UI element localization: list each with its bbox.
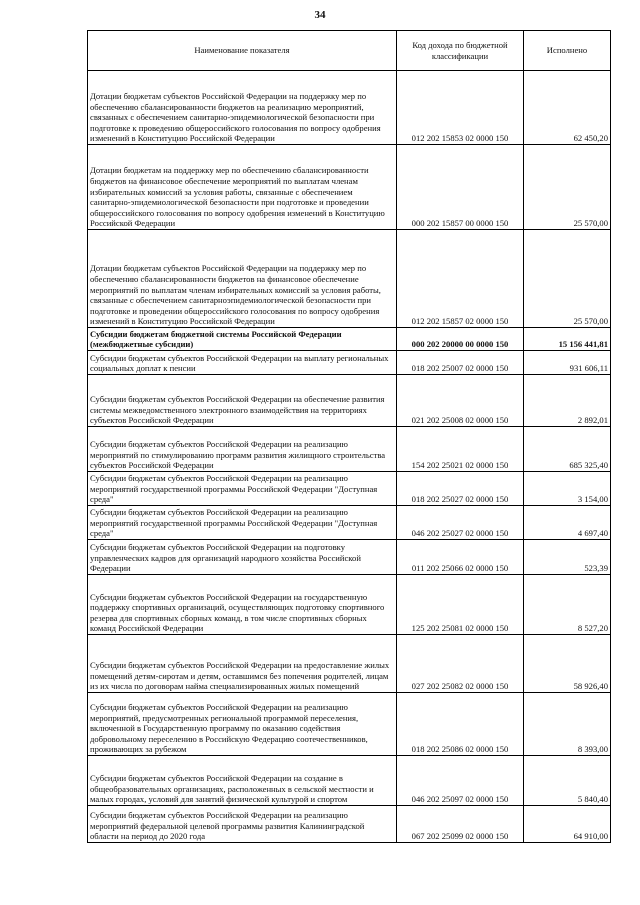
row-name: Субсидии бюджетам бюджетной системы Российской Федерации (межбюджетные субсидии) <box>88 328 397 351</box>
table-row <box>88 375 611 427</box>
table-row <box>88 472 611 506</box>
row-name: Субсидии бюджетам субъектов Российской Федерации на выплату региональных социальных доплат к пенсии <box>88 351 397 375</box>
row-value: 931 606,11 <box>524 351 611 375</box>
table-row <box>88 540 611 575</box>
row-value: 685 325,40 <box>524 427 611 472</box>
row-code: 012 202 15857 02 0000 150 <box>397 230 524 328</box>
row-code: 125 202 25081 02 0000 150 <box>397 575 524 635</box>
row-value: 4 697,40 <box>524 506 611 540</box>
row-code: 000 202 20000 00 0000 150 <box>397 328 524 351</box>
row-value: 8 393,00 <box>524 693 611 756</box>
row-value: 5 840,40 <box>524 756 611 806</box>
row-code: 046 202 25097 02 0000 150 <box>397 756 524 806</box>
row-value: 62 450,20 <box>524 71 611 145</box>
row-name: Субсидии бюджетам субъектов Российской Федерации на государственную поддержку спортивных организаций, осуществляющих подготовку спортивного резерва для спортивных сборных команд, в том числе спортивных сборных команд Российской Федерации <box>88 575 397 635</box>
row-name: Субсидии бюджетам субъектов Российской Федерации на реализацию мероприятий по стимулированию программ развития жилищного строительства субъектов Российской Федерации <box>88 427 397 472</box>
table-row <box>88 635 611 693</box>
table-row <box>88 230 611 328</box>
row-name: Субсидии бюджетам субъектов Российской Федерации на создание в общеобразовательных организациях, расположенных в сельской местности и малых городах, условий для занятий физической культурой и спортом <box>88 756 397 806</box>
row-code: 011 202 25066 02 0000 150 <box>397 540 524 575</box>
table-header-row <box>88 31 611 71</box>
header-code: Код дохода по бюджетной классификации <box>397 31 524 71</box>
table-row <box>88 756 611 806</box>
revenue-table <box>87 30 611 843</box>
row-value: 523,39 <box>524 540 611 575</box>
row-value: 25 570,00 <box>524 230 611 328</box>
row-code: 021 202 25008 02 0000 150 <box>397 375 524 427</box>
row-name: Субсидии бюджетам субъектов Российской Федерации на реализацию мероприятий государственной программы Российской Федерации "Доступная среда" <box>88 506 397 540</box>
table-row-total <box>88 328 611 351</box>
row-value: 8 527,20 <box>524 575 611 635</box>
table-row <box>88 427 611 472</box>
header-name: Наименование показателя <box>88 31 397 71</box>
table-row <box>88 806 611 843</box>
row-code: 000 202 15857 00 0000 150 <box>397 145 524 230</box>
row-value: 64 910,00 <box>524 806 611 843</box>
row-value: 3 154,00 <box>524 472 611 506</box>
row-name: Субсидии бюджетам субъектов Российской Федерации на обеспечение развития системы межведомственного электронного взаимодействия на территориях субъектов Российской Федерации <box>88 375 397 427</box>
table-row <box>88 575 611 635</box>
row-code: 012 202 15853 02 0000 150 <box>397 71 524 145</box>
row-name: Субсидии бюджетам субъектов Российской Федерации на реализацию мероприятий государственной программы Российской Федерации "Доступная среда" <box>88 472 397 506</box>
row-name: Субсидии бюджетам субъектов Российской Федерации на реализацию мероприятий, предусмотренных региональной программой переселения, включенной в Государственную программу по оказанию содействия добровольному переселению в Российскую Федерацию соотечественников, проживающих за рубежом <box>88 693 397 756</box>
row-code: 154 202 25021 02 0000 150 <box>397 427 524 472</box>
row-name: Дотации бюджетам на поддержку мер по обеспечению сбалансированности бюджетов на финансовое обеспечение мероприятий по выплатам членам избирательных комиссий за условия работы, связанные с обеспечением санитарно-эпидемиологической безопасности при подготовке и проведении общероссийского голосования по вопросу одобрения изменений в Конституцию Российской Федерации <box>88 145 397 230</box>
row-code: 018 202 25086 02 0000 150 <box>397 693 524 756</box>
row-name: Субсидии бюджетам субъектов Российской Федерации на подготовку управленческих кадров для организаций народного хозяйства Российской Федерации <box>88 540 397 575</box>
row-code: 046 202 25027 02 0000 150 <box>397 506 524 540</box>
table-row <box>88 145 611 230</box>
row-value: 2 892,01 <box>524 375 611 427</box>
row-code: 018 202 25007 02 0000 150 <box>397 351 524 375</box>
row-name: Дотации бюджетам субъектов Российской Федерации на поддержку мер по обеспечению сбалансированности бюджетов на реализацию мероприятий, связанных с обеспечением санитарно-эпидемиологической безопасности при подготовке к проведению общероссийского голосования по вопросу одобрения изменений в Конституцию Российской Федерации <box>88 71 397 145</box>
row-value: 25 570,00 <box>524 145 611 230</box>
row-value: 58 926,40 <box>524 635 611 693</box>
page-number: 34 <box>314 9 326 21</box>
row-code: 018 202 25027 02 0000 150 <box>397 472 524 506</box>
table-row <box>88 506 611 540</box>
row-value: 15 156 441,81 <box>524 328 611 351</box>
table-row <box>88 71 611 145</box>
row-code: 027 202 25082 02 0000 150 <box>397 635 524 693</box>
table-row <box>88 351 611 375</box>
row-code: 067 202 25099 02 0000 150 <box>397 806 524 843</box>
row-name: Субсидии бюджетам субъектов Российской Федерации на предоставление жилых помещений детям-сиротам и детям, оставшимся без попечения родителей, лицам из их числа по договорам найма специализированных жилых помещений <box>88 635 397 693</box>
row-name: Субсидии бюджетам субъектов Российской Федерации на реализацию мероприятий федеральной целевой программы развития Калининградской области на период до 2020 года <box>88 806 397 843</box>
header-value: Исполнено <box>524 31 611 71</box>
row-name: Дотации бюджетам субъектов Российской Федерации на поддержку мер по обеспечению сбалансированности бюджетов на финансовое обеспечение мероприятий по выплатам членам избирательных комиссий за условия работы, связанные с обеспечением санитарноэпидемиологической безопасности при подготовке и проведении общероссийского голосования по вопросу одобрения изменений в Конституцию Российской Федерации <box>88 230 397 328</box>
table-row <box>88 693 611 756</box>
